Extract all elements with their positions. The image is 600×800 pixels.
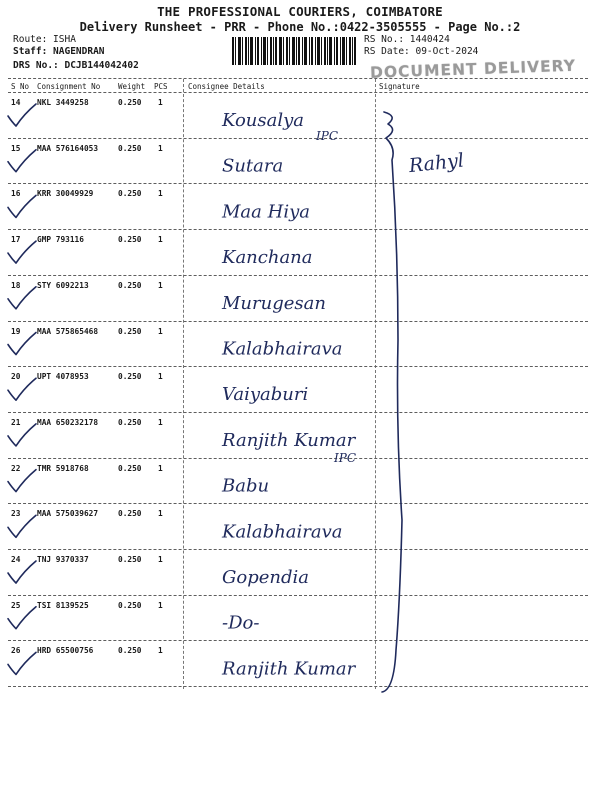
cell-weight: 0.250 bbox=[118, 143, 142, 153]
cell-sno: 17 bbox=[11, 235, 21, 245]
tick-mark-icon bbox=[8, 333, 36, 355]
cell-weight: 0.250 bbox=[118, 555, 142, 564]
col-header-pcs: PCS bbox=[154, 82, 168, 91]
col-header-weight: Weight bbox=[118, 82, 146, 91]
cell-pcs: 1 bbox=[158, 417, 163, 427]
cell-sno: 18 bbox=[11, 280, 21, 290]
consignee-handwritten-name: Kalabhairava bbox=[222, 338, 343, 360]
row-divider bbox=[8, 503, 588, 504]
row-divider bbox=[8, 183, 588, 184]
cell-consignment: UPT 4078953 bbox=[37, 372, 89, 382]
row-divider bbox=[8, 366, 588, 367]
tick-mark-icon bbox=[8, 607, 36, 629]
cell-weight: 0.250 bbox=[118, 417, 142, 427]
cell-pcs: 1 bbox=[158, 235, 163, 245]
cell-pcs: 1 bbox=[158, 555, 163, 564]
cell-weight: 0.250 bbox=[118, 280, 142, 290]
document-delivery-stamp: DOCUMENT DELIVERY bbox=[369, 56, 577, 82]
cell-consignment: MAA 575039627 bbox=[37, 509, 99, 519]
cell-sno: 15 bbox=[11, 143, 21, 153]
route-label: Route: ISHA bbox=[13, 34, 76, 45]
drs-number: DRS No.: DCJB144042402 bbox=[13, 60, 139, 71]
col-header-consignee: Consignee Details bbox=[188, 82, 265, 91]
cell-pcs: 1 bbox=[158, 463, 163, 473]
cell-consignment: NKL 3449258 bbox=[37, 98, 89, 107]
row-divider bbox=[8, 595, 588, 596]
tick-mark-icon bbox=[8, 515, 36, 537]
col-header-consignment: Consignment No bbox=[37, 82, 101, 91]
header-rule bbox=[8, 92, 588, 93]
row-divider bbox=[8, 321, 588, 322]
ipc-note: IPC bbox=[316, 129, 338, 143]
consignee-handwritten-name: Kalabhairava bbox=[222, 521, 343, 543]
tick-mark-icon bbox=[8, 287, 36, 309]
cell-pcs: 1 bbox=[158, 189, 163, 199]
cell-sno: 25 bbox=[11, 600, 21, 610]
consignee-handwritten-name: Kanchana bbox=[222, 247, 313, 269]
cell-sno: 20 bbox=[11, 372, 21, 382]
col-header-signature: Signature bbox=[379, 82, 420, 91]
cell-sno: 21 bbox=[11, 417, 21, 427]
cell-weight: 0.250 bbox=[118, 646, 142, 656]
cell-sno: 26 bbox=[11, 646, 21, 656]
cell-pcs: 1 bbox=[158, 98, 163, 107]
signature-bracket bbox=[382, 112, 402, 692]
recipient-signature: Rahyl bbox=[407, 149, 465, 178]
cell-sno: 19 bbox=[11, 326, 21, 336]
cell-pcs: 1 bbox=[158, 509, 163, 519]
tick-mark-icon bbox=[8, 470, 36, 492]
cell-weight: 0.250 bbox=[118, 326, 142, 336]
row-divider bbox=[8, 640, 588, 641]
cell-weight: 0.250 bbox=[118, 189, 142, 199]
staff-label: Staff: NAGENDRAN bbox=[13, 46, 105, 57]
cell-consignment: TMR 5918768 bbox=[37, 463, 89, 473]
barcode-icon bbox=[232, 37, 356, 65]
rs-date: RS Date: 09-Oct-2024 bbox=[364, 46, 479, 57]
consignee-handwritten-name: Babu bbox=[222, 475, 270, 497]
consignee-handwritten-name: Murugesan bbox=[222, 292, 326, 314]
cell-sno: 16 bbox=[11, 189, 21, 199]
cell-weight: 0.250 bbox=[118, 600, 142, 610]
consignee-handwritten-name: Vaiyaburi bbox=[222, 384, 309, 406]
col-header-sno: S No bbox=[11, 82, 30, 91]
consignee-handwritten-name: Ranjith Kumar bbox=[222, 429, 356, 451]
cell-sno: 14 bbox=[11, 98, 21, 107]
cell-sno: 23 bbox=[11, 509, 21, 519]
cell-pcs: 1 bbox=[158, 326, 163, 336]
tick-mark-icon bbox=[8, 561, 36, 583]
cell-consignment: STY 6092213 bbox=[37, 280, 89, 290]
consignee-handwritten-name: Gopendia bbox=[222, 567, 309, 588]
row-divider bbox=[8, 549, 588, 550]
runsheet-subtitle: Delivery Runsheet - PRR - Phone No.:0422-3505555 - Page No.:2 bbox=[79, 20, 521, 34]
cell-consignment: GMP 793116 bbox=[37, 235, 84, 245]
cell-consignment: MAA 575865468 bbox=[37, 326, 99, 336]
cell-sno: 24 bbox=[11, 555, 21, 564]
cell-pcs: 1 bbox=[158, 372, 163, 382]
consignee-handwritten-name: Sutara bbox=[222, 155, 284, 177]
company-title: THE PROFESSIONAL COURIERS, COIMBATORE bbox=[157, 4, 443, 19]
cell-pcs: 1 bbox=[158, 600, 163, 610]
cell-weight: 0.250 bbox=[118, 372, 142, 382]
cell-weight: 0.250 bbox=[118, 235, 142, 245]
cell-consignment: MAA 650232178 bbox=[37, 417, 99, 427]
table-top-rule bbox=[8, 78, 588, 79]
row-divider bbox=[8, 275, 588, 276]
cell-consignment: KRR 30049929 bbox=[37, 189, 94, 199]
cell-pcs: 1 bbox=[158, 143, 163, 153]
tick-mark-icon bbox=[8, 241, 36, 263]
tick-mark-icon bbox=[8, 195, 36, 217]
cell-pcs: 1 bbox=[158, 280, 163, 290]
cell-consignment: TSI 8139525 bbox=[37, 600, 89, 610]
consignee-handwritten-name: Maa Hiya bbox=[222, 201, 310, 223]
tick-mark-icon bbox=[8, 652, 36, 674]
cell-consignment: MAA 576164053 bbox=[37, 143, 99, 153]
row-divider bbox=[8, 412, 588, 413]
tick-mark-icon bbox=[8, 378, 36, 400]
row-divider bbox=[8, 138, 588, 139]
consignee-handwritten-name: -Do- bbox=[222, 612, 260, 634]
cell-consignment: HRD 65500756 bbox=[37, 646, 94, 656]
tick-mark-icon bbox=[8, 104, 36, 126]
cell-weight: 0.250 bbox=[118, 463, 142, 473]
consignee-handwritten-name: Kousalya bbox=[222, 110, 305, 131]
consignee-column-divider bbox=[183, 79, 184, 689]
rs-number: RS No.: 1440424 bbox=[364, 34, 450, 45]
cell-sno: 22 bbox=[11, 463, 21, 473]
ipc-note: IPC bbox=[334, 451, 356, 465]
tick-mark-icon bbox=[8, 150, 36, 172]
row-divider bbox=[8, 686, 588, 687]
cell-weight: 0.250 bbox=[118, 509, 142, 519]
row-divider bbox=[8, 229, 588, 230]
cell-consignment: TNJ 9370337 bbox=[37, 555, 89, 564]
cell-pcs: 1 bbox=[158, 646, 163, 656]
tick-mark-icon bbox=[8, 424, 36, 446]
cell-weight: 0.250 bbox=[118, 98, 142, 107]
signature-column-divider bbox=[375, 79, 376, 689]
consignee-handwritten-name: Ranjith Kumar bbox=[222, 658, 356, 680]
row-divider bbox=[8, 458, 588, 459]
